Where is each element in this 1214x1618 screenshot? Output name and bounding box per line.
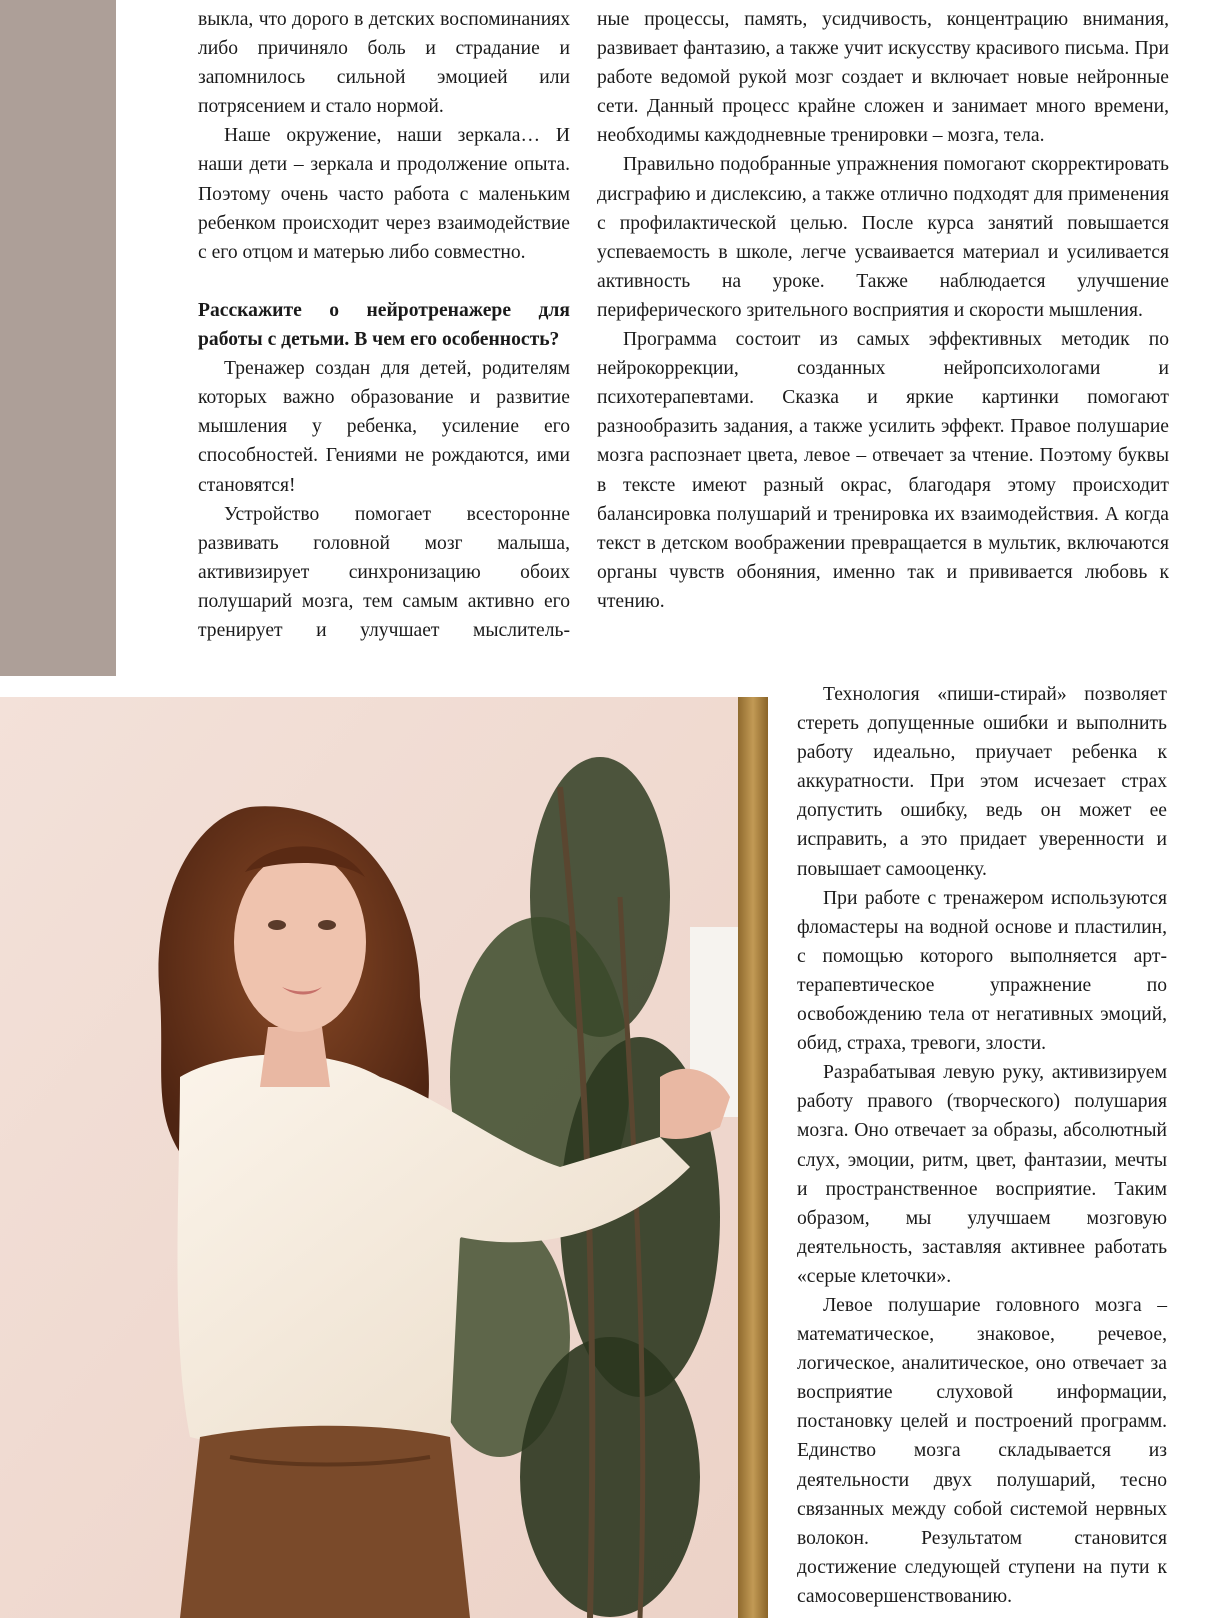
paragraph-exercises: Правильно подобранные упражнения помогают скорректировать дисграфию и дислексию, а также отлично подходят для применения с профилактической целью. После курса занятий повышается успеваемость в школе, легче усваивается материал и усиливается активность на уроке. Также наблюдается улучшение периферического зрительного восприятия и скорости мышления.: [597, 154, 1169, 321]
interview-question: Расскажите о нейротренажере для работы с детьми. В чем его особенность?: [198, 299, 570, 351]
paragraph-trainer-intro: Тренажер создан для детей, родителям которых важно образование и развитие мышления у ребенка, усиление его способностей. Гениями не рождаются, ими становятся!: [198, 358, 570, 496]
paragraph-device: Устройство помогает всесторонне развивать головной мозг малыша, активизирует синхронизацию обоих полушарий мозга, тем самым активно его тренирует и улучшает мыслитель-: [198, 503, 570, 641]
photo-neck: [260, 1027, 330, 1087]
paragraph-markers: При работе с тренажером используются фломастеры на водной основе и пластилин, с помощью которого выполняется арт-терапевтическое упражнение по освобождению тела от негативных эмоций, обид, страха, тревоги, злости.: [797, 887, 1167, 1055]
paragraph-left-hemisphere: Левое полушарие головного мозга – математическое, знаковое, речевое, логическое, аналитическое, оно отвечает за восприятие слуховой информации, постановку целей и построений программ. Единство мозга складывается из деятельности двух полушарий, тесно связанных между собой системой нервных волокон. Результатом становится достижение следующей ступени на пути к самосовершенствованию.: [797, 1294, 1167, 1607]
paragraph-left-hand: Разрабатывая левую руку, активизируем работу правого (творческого) полушария мозга. Оно отвечает за образы, абсолютный слух, эмоции, ритм, цвет, фантазии, мечты и пространственное восприятие. Таким образом, мы улучшаем мозговую деятельность, заставляя активнее работать «серые клеточки».: [797, 1062, 1167, 1287]
photo-face: [234, 852, 366, 1032]
paragraph-write-erase: Технология «пиши-стирай» позволяет стереть допущенные ошибки и выполнить работу идеально, приучает ребенка к аккуратности. При этом исчезает страх допустить ошибку, ведь он может ее исправить, а это придает уверенности и повышает самооценку.: [797, 684, 1167, 880]
portrait-photo: [0, 697, 768, 1618]
photo-frame-edge: [738, 697, 768, 1618]
paragraph-mirrors: Наше окружение, наши зеркала… И наши дети – зеркала и продолжение опыта. Поэтому очень часто работа с маленьким ребенком происходит через взаимодействие с его отцом и матерью либо совместно.: [198, 125, 570, 263]
paragraph-continuation: выкла, что дорого в детских воспоминаниях либо причиняло боль и страдание и запомнилось сильной эмоцией или потрясением и стало нормой.: [198, 9, 570, 118]
photo-skirt: [180, 1426, 470, 1618]
column-right-top: [597, 5, 1169, 616]
paragraph-processes: ные процессы, память, усидчивость, концентрацию внимания, развивает фантазию, а также учит искусству красивого письма. При работе ведомой рукой мозг создает и включает новые нейронные сети. Данный процесс крайне сложен и занимает много времени, необходимы каждодневные тренировки – мозга, тела.: [597, 9, 1169, 147]
decorative-side-bar: [0, 0, 116, 676]
paragraph-gap: [198, 267, 570, 296]
column-right-bottom: [797, 680, 1167, 1611]
paragraph-program: Программа состоит из самых эффективных методик по нейрокоррекции, созданных нейропсихологами и психотерапевтами. Сказка и яркие картинки помогают разнообразить задания, а также усилить эффект. Правое полушарие мозга распознает цвета, левое – отвечает за чтение. Поэтому буквы в тексте имеют разный окрас, благодаря этому происходит балансировка полушарий и тренировка их взаимодействия. А когда текст в детском воображении превращается в мультик, включаются органы чувств обоняния, именно так и прививается любовь к чтению.: [597, 329, 1169, 612]
column-left: [198, 5, 570, 645]
